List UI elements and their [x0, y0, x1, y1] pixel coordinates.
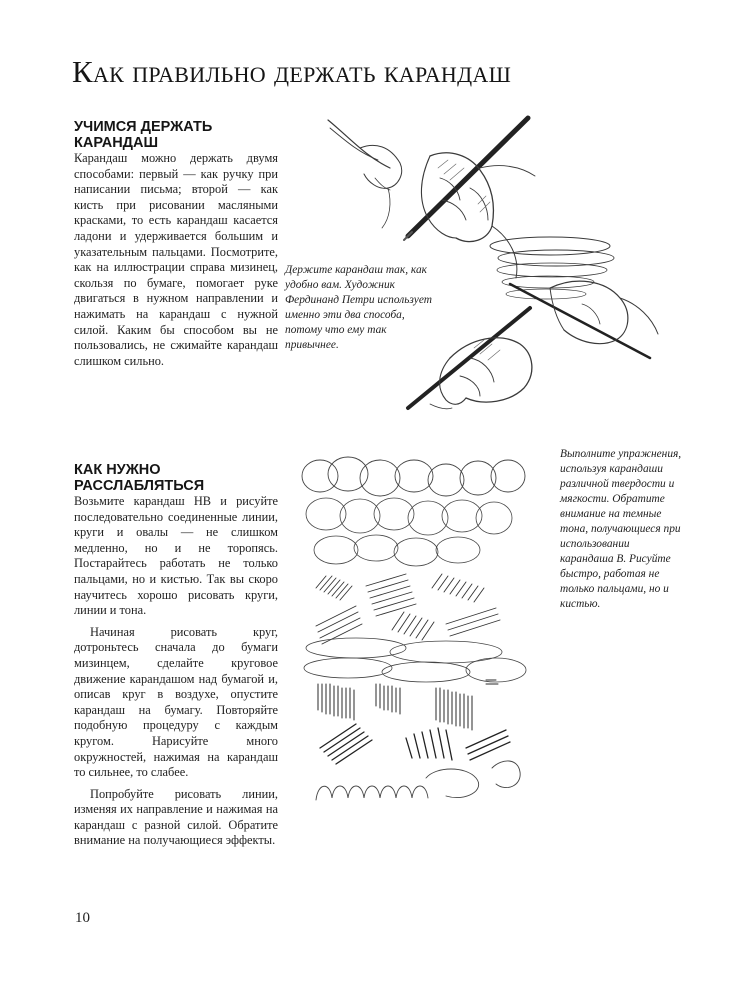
- heading-line: КАК НУЖНО: [74, 462, 161, 478]
- paragraph: Карандаш можно держать двумя способами: первый — как ручку при написании письма; второй — как кисть при рисовании масляными красками, то есть карандаш касается ладони и удерживается большим и указательным пальцами. Посмотрите, как на иллюстрации справа мизинец, скользя по бумаге, помогает руке двигаться в нужном направлении и нажимать на карандаш с нужной силой. Каким бы способом вы не пользовались, не сжимайте карандаш слишком сильно.: [74, 151, 278, 368]
- paragraph: Возьмите карандаш HB и рисуйте последовательно соединенные линии, круги и овалы — не слишком медленно, но и не торопясь. Постарайтесь работать не только пальцами, но и кистью. Так вы скоро научитесь хорошо рисовать круги, линии и тона.: [74, 494, 278, 618]
- paragraph: Попробуйте рисовать линии, изменяя их направление и нажимая на карандаш с разной силой. Обратите внимание на получающиеся эффекты.: [74, 786, 278, 848]
- page-title: Как правильно держать карандаш: [72, 54, 512, 89]
- caption-holding: Держите карандаш так, как удобно вам. Художник Фердинанд Петри использует именно эти два способа, потому что ему так привычнее.: [285, 264, 432, 351]
- exercise-drawing: [296, 448, 546, 820]
- section-text-holding: [74, 151, 278, 369]
- section-heading-holding: [74, 119, 212, 151]
- paragraph: Начиная рисовать круг, дотроньтесь сначала до бумаги мизинцем, сделайте круговое движение карандашом над бумагой и, описав круг в воздухе, опустите карандаш на бумагу. Повторяйте подобную процедуру с каждым кругом. Нарисуйте много окружностей, нажимая на карандаш то сильнее, то слабее.: [74, 624, 278, 780]
- heading-line: РАССЛАБЛЯТЬСЯ: [74, 478, 205, 494]
- heading-line: КАРАНДАШ: [74, 135, 159, 151]
- caption-exercises: Выполните упражнения, используя карандаши различной твердости и мягкости. Обратите внимание на темные тона, получающиеся при использовании карандаша B. Рисуйте быстро, работая не только пальцами, но и кистью.: [560, 448, 682, 610]
- section-text-relaxing: [74, 494, 278, 849]
- heading-line: УЧИМСЯ ДЕРЖАТЬ: [74, 119, 213, 135]
- section-heading-relaxing: [74, 462, 204, 494]
- page-number: 10: [75, 910, 90, 926]
